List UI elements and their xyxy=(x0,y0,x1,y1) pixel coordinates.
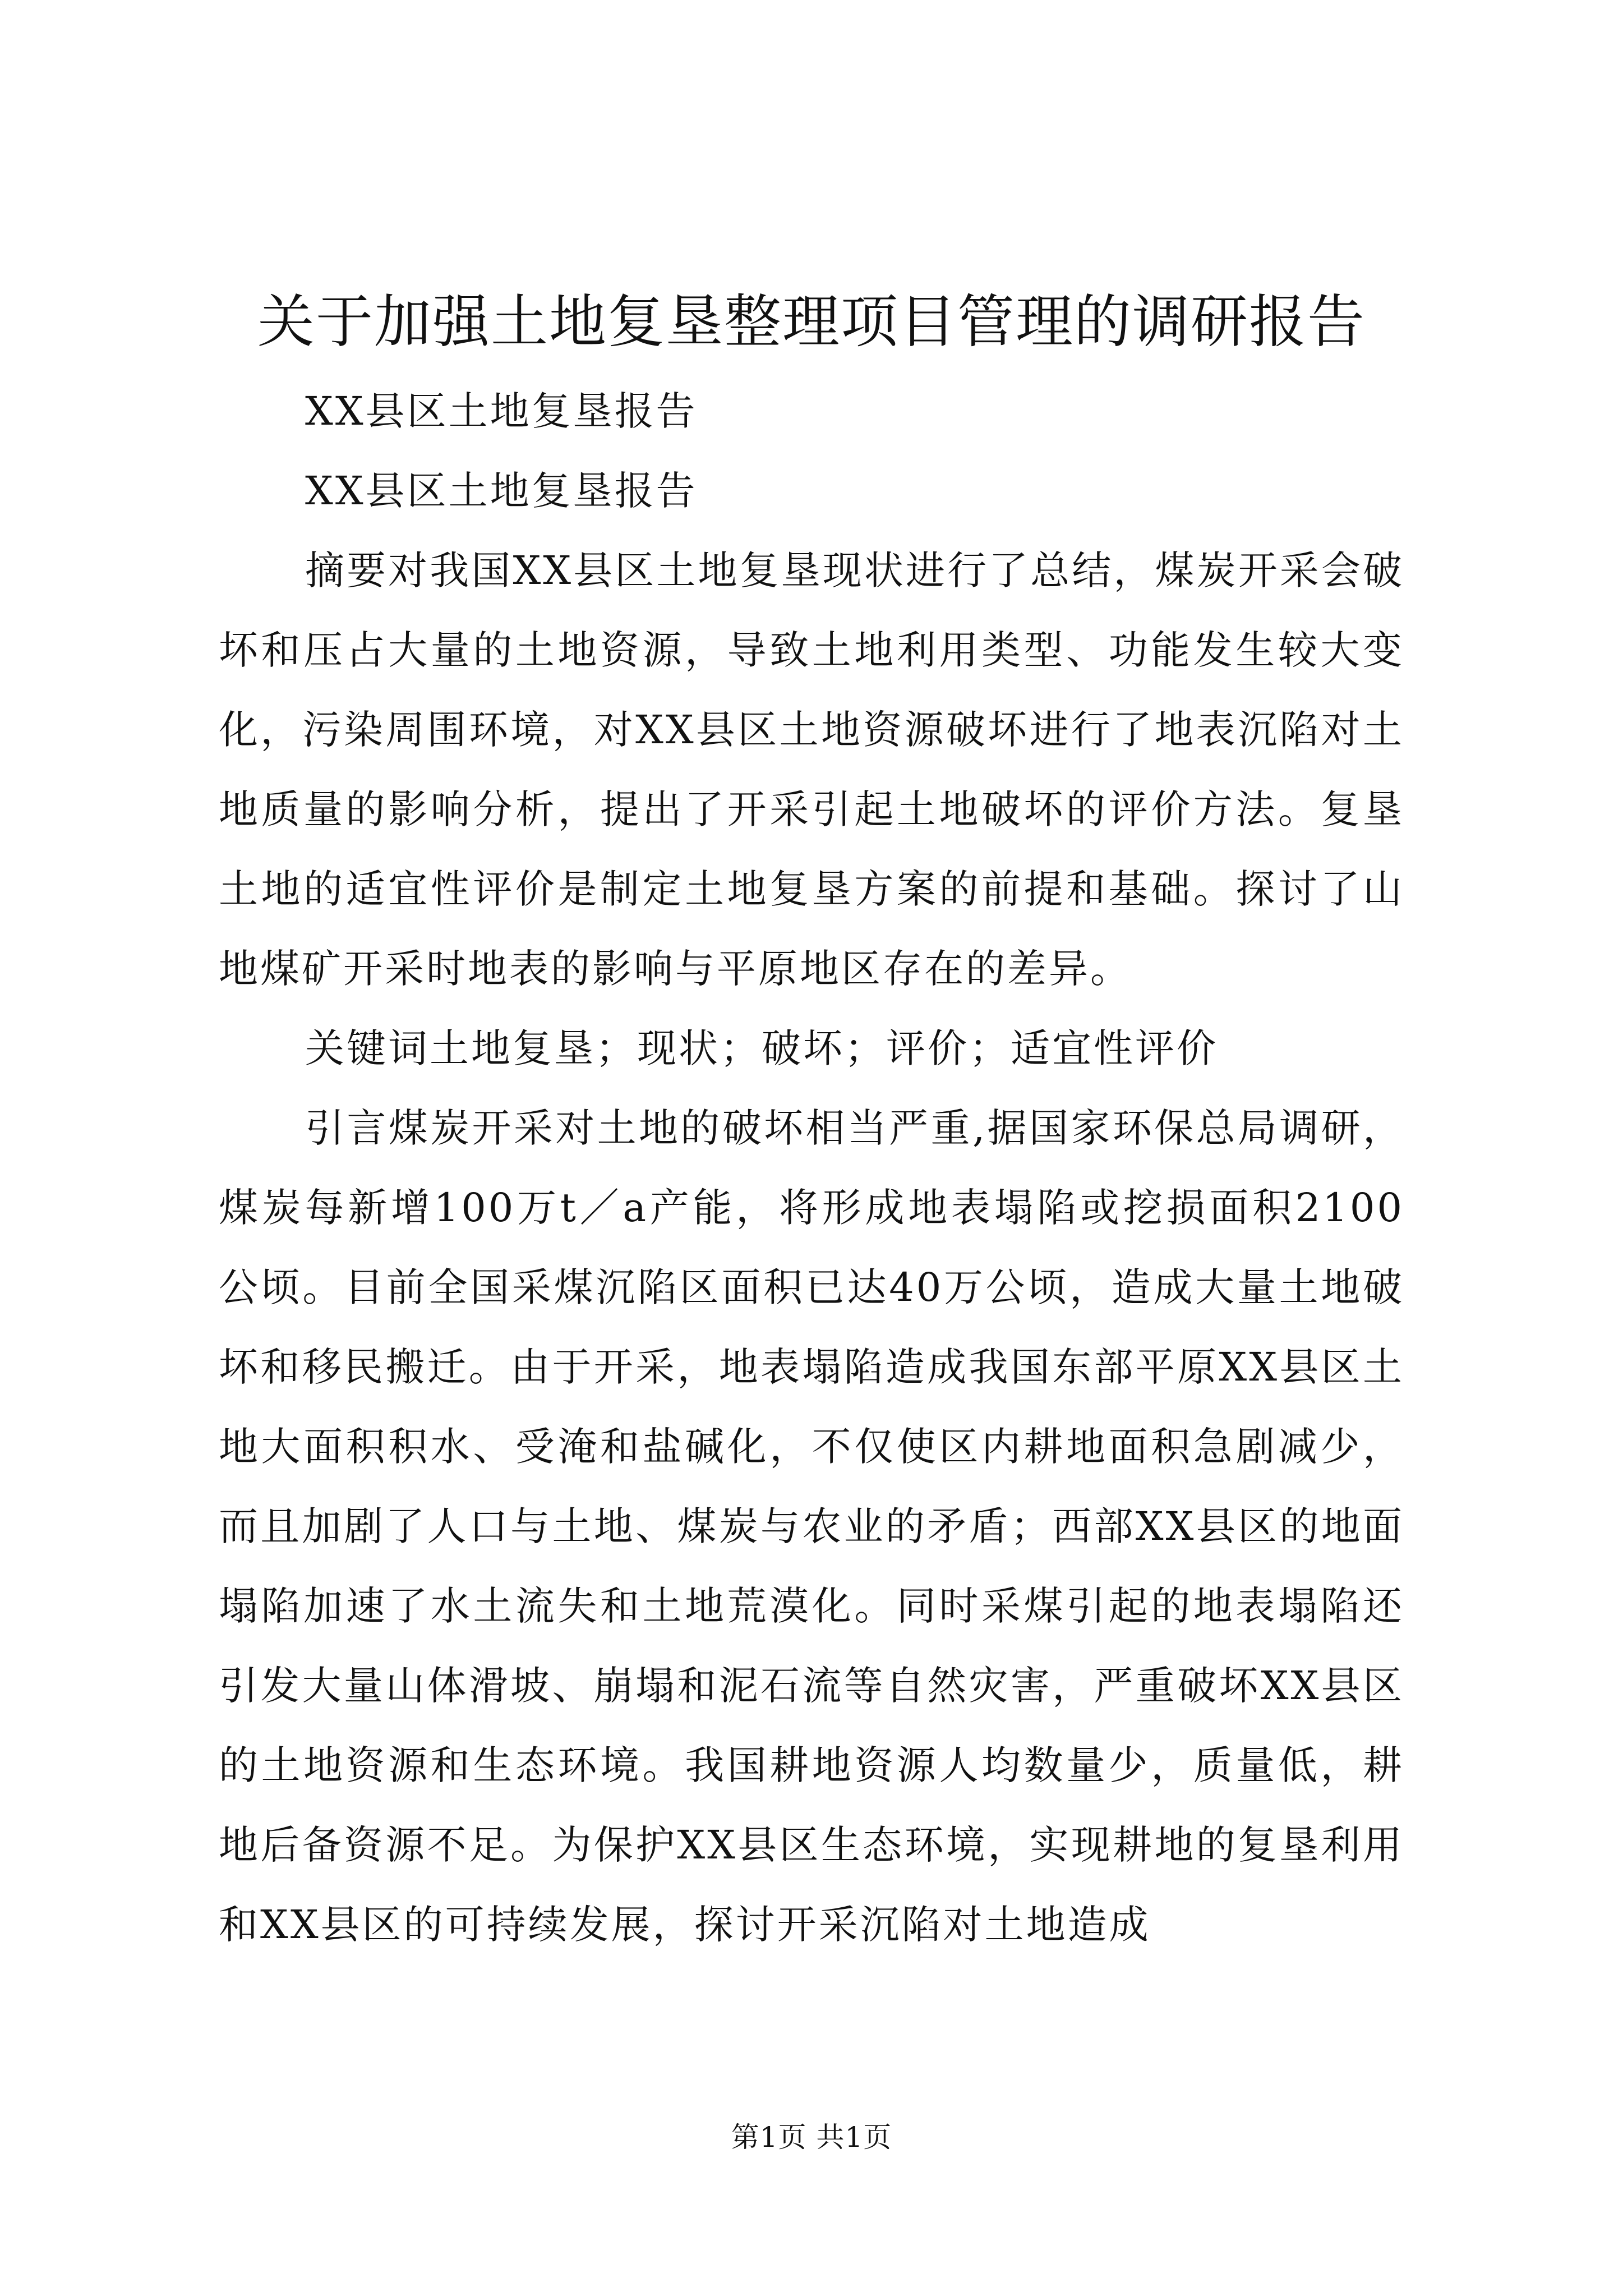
introduction-paragraph: 引言煤炭开采对土地的破坏相当严重,据国家环保总局调研，煤炭每新增100万t／a产能，将形成地表塌陷或挖损面积2100公顷。目前全国采煤沉陷区面积已达40万公顷，造成大量土地破坏和移民搬迁。由于开采，地表塌陷造成我国东部平原XX县区土地大面积积水、受淹和盐碱化，不仅使区内耕地面积急剧减少，而且加剧了人口与土地、煤炭与农业的矛盾；西部XX县区的地面塌陷加速了水土流失和土地荒漠化。同时采煤引起的地表塌陷还引发大量山体滑坡、崩塌和泥石流等自然灾害，严重破坏XX县区的土地资源和生态环境。我国耕地资源人均数量少，质量低，耕地后备资源不足。为保护XX县区生态环境，实现耕地的复垦利用和XX县区的可持续发展，探讨开采沉陷对土地造成 xyxy=(219,1105,1404,1948)
keywords-paragraph: 关键词土地复垦；现状；破坏；评价；适宜性评价 xyxy=(305,1025,1218,1071)
subtitle-line: XX县区土地复垦报告 xyxy=(305,388,698,434)
abstract-paragraph: 摘要对我国XX县区土地复垦现状进行了总结，煤炭开采会破坏和压占大量的土地资源，导致土地利用类型、功能发生较大变化，污染周围环境，对XX县区土地资源破坏进行了地表沉陷对土地质量的影响分析，提出了开采引起土地破坏的评价方法。复垦土地的适宜性评价是制定土地复垦方案的前提和基础。探讨了山地煤矿开采时地表的影响与平原地区存在的差异。 xyxy=(219,547,1404,992)
document-title: 关于加强土地复垦整理项目管理的调研报告 xyxy=(257,289,1366,356)
document-body xyxy=(219,371,1404,1964)
page-footer: 第1页 共1页 xyxy=(731,2121,892,2154)
subtitle-line: XX县区土地复垦报告 xyxy=(305,468,698,514)
